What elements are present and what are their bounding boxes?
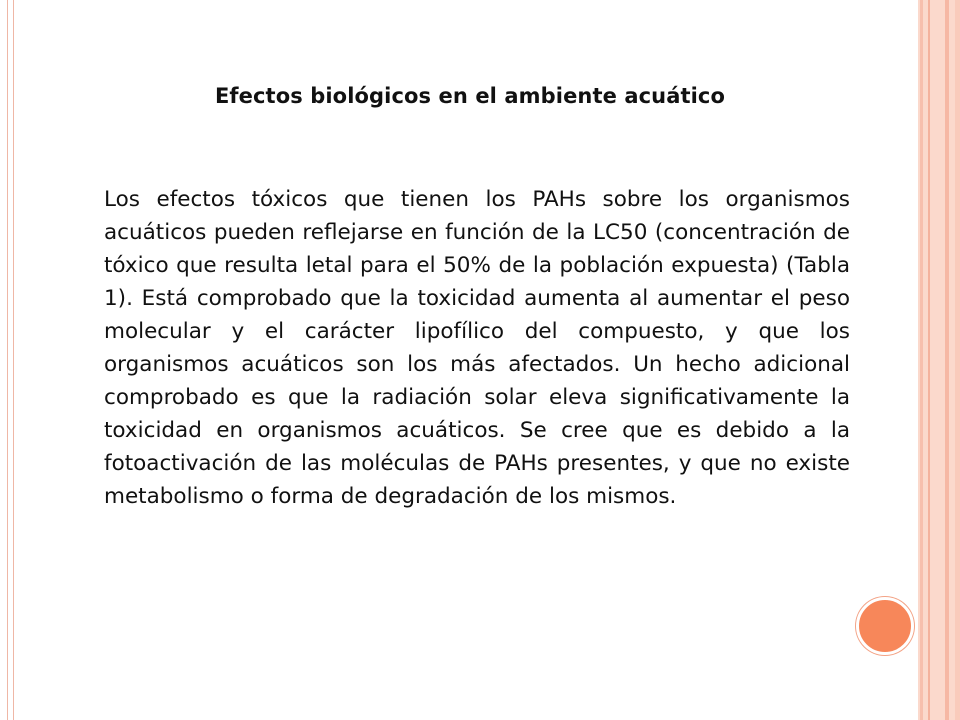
- right-decorative-band: [918, 0, 960, 720]
- left-border-decoration: [7, 0, 14, 720]
- slide-body-text: Los efectos tóxicos que tienen los PAHs sobre los organismos acuáticos pueden reflejarse en función de la LC50 (concentración de tóxico que resulta letal para el 50% de la población expuesta) (Tabla 1). Está comprobado que la toxicidad aumenta al aumentar el peso molecular y el carácter lipofílico del compuesto, y que los organismos acuáticos son los más afectados. Un hecho adicional comprobado es que la radiación solar eleva significativamente la toxicidad en organismos acuáticos. Se cree que es debido a la fotoactivación de las moléculas de PAHs presentes, y que no existe metabolismo o forma de degradación de los mismos.: [104, 187, 850, 509]
- right-stripe: [928, 0, 930, 720]
- right-stripe: [920, 0, 923, 720]
- slide-title: Efectos biológicos en el ambiente acuático: [214, 84, 726, 108]
- right-stripe: [945, 0, 949, 720]
- orange-circle-decoration: [856, 597, 914, 655]
- right-stripe: [955, 0, 960, 720]
